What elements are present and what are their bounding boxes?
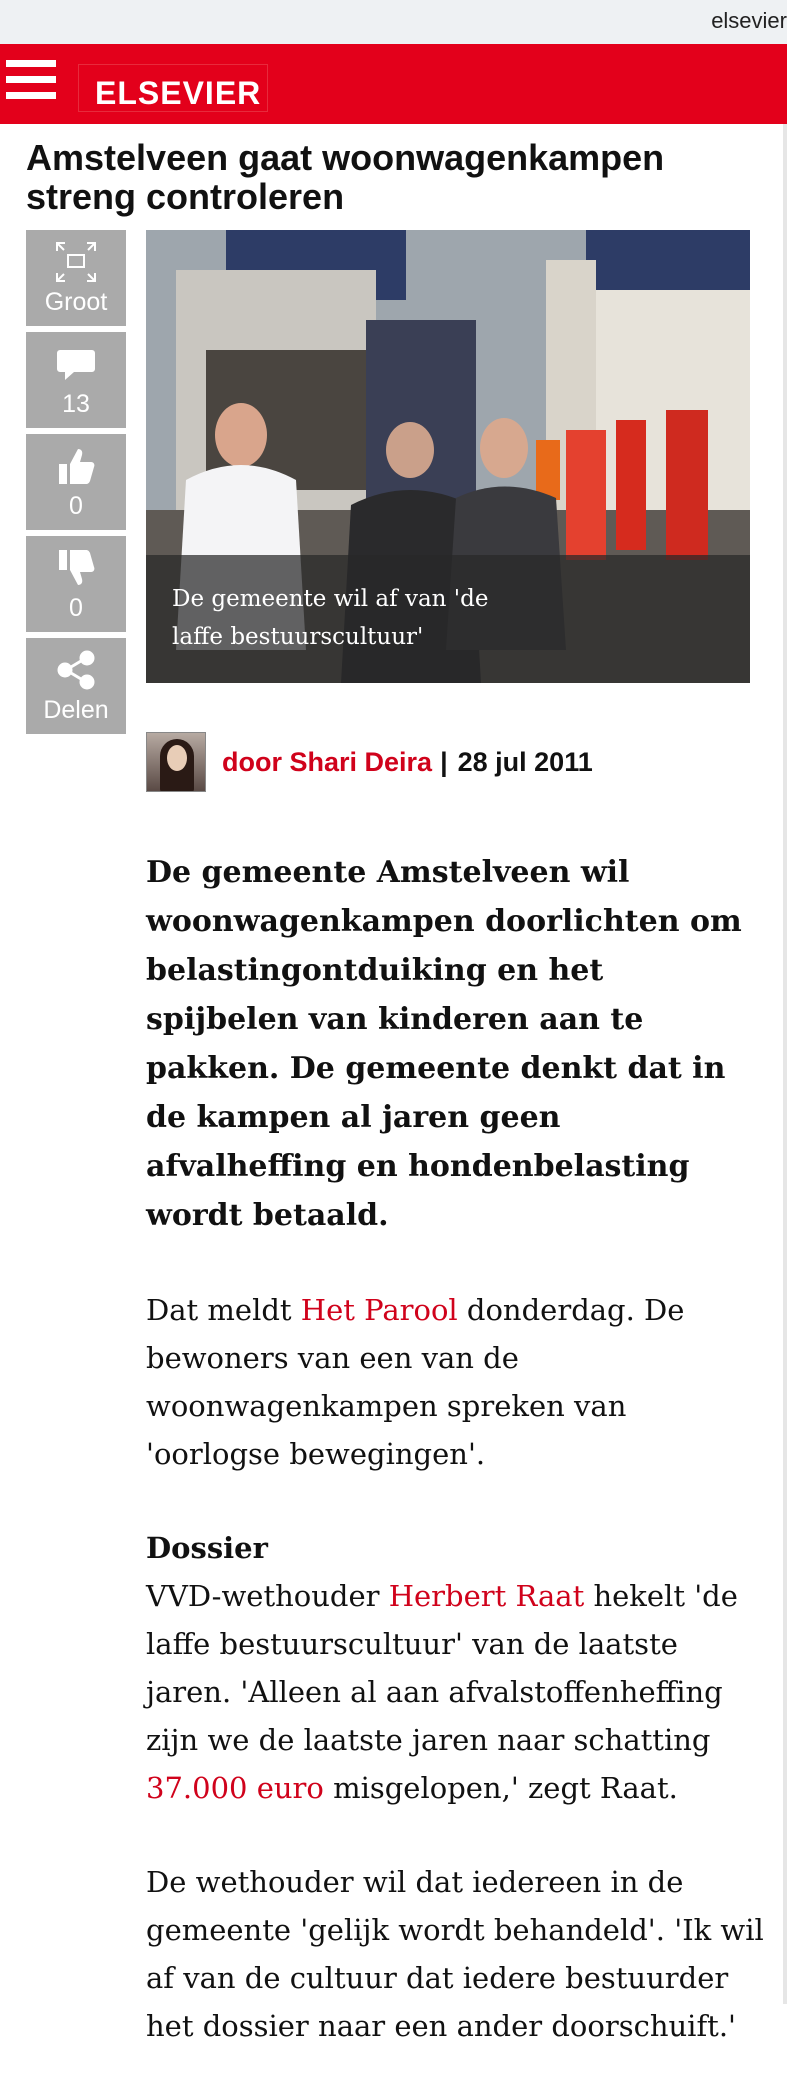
enlarge-label: Groot [44,287,108,316]
author-avatar[interactable] [146,732,206,792]
dossier-heading: Dossier [146,1531,268,1565]
paragraph-text: VVD-wethouder [146,1579,389,1613]
article-title: Amstelveen gaat woonwagenkampen streng controleren [26,137,665,217]
expand-icon [54,240,98,284]
share-button[interactable] [26,638,126,734]
paragraph-text: donderdag. De bewoners van een van de woonwagenkampen spreken van 'oorlogse bewegingen'. [146,1293,685,1471]
paragraph-text: misgelopen,' zegt Raat. [323,1771,678,1805]
menu-icon[interactable] [6,60,56,108]
comment-icon [54,342,98,386]
author-link[interactable]: door Shari Deira [222,746,433,777]
share-label: Delen [43,695,109,724]
article-paragraph [146,1572,766,1812]
like-button[interactable] [26,434,126,530]
amount-link[interactable]: 37.000 euro [146,1771,324,1805]
comments-count: 13 [62,389,90,418]
byline [146,732,593,792]
enlarge-button[interactable] [26,230,126,326]
het-parool-link[interactable]: Het Parool [300,1293,458,1327]
image-caption: De gemeente wil af van 'de laffe bestuurscultuur' [172,586,489,650]
elsevier-logo[interactable]: ELSEVIER [78,64,268,112]
paragraph-text: hekelt 'de laffe bestuurscultuur' van de laatste jaren. 'Alleen al aan afvalstoffenheffing zijn we de laatste jaren naar schatting [146,1579,738,1757]
dislikes-count: 0 [69,593,83,622]
publish-date: 28 jul 2011 [457,746,593,777]
likes-count: 0 [69,491,83,520]
byline-separator: | [440,746,448,777]
article-hero-image[interactable] [146,230,750,683]
article-actions-sidebar [26,230,126,740]
article-paragraph: De wethouder wil dat iedereen in de gemeente 'gelijk wordt behandeld'. 'Ik wil af van de cultuur dat iedere bestuurder het dossier naar een ander doorschuift.' [146,1865,764,2043]
paragraph-text: Dat meldt [146,1293,301,1327]
comments-button[interactable] [26,332,126,428]
url-text: elsevier [711,8,787,33]
article-paragraph [146,1286,766,1478]
article-lead: De gemeente Amstelveen wil woonwagenkampen doorlichten om belastingontduiking en het spijbelen van kinderen aan te pakken. De gemeente denkt dat in de kampen al jaren geen afvalheffing en hondenbelasting wordt betaald. [146,855,742,1233]
scrollbar[interactable] [783,124,787,2004]
thumbs-down-icon [54,546,98,590]
thumbs-up-icon [54,444,98,488]
herbert-raat-link[interactable]: Herbert Raat [388,1579,585,1613]
article-body [146,848,766,2096]
dislike-button[interactable] [26,536,126,632]
site-header [0,44,787,124]
share-icon [54,648,98,692]
browser-url-bar[interactable] [0,0,787,45]
